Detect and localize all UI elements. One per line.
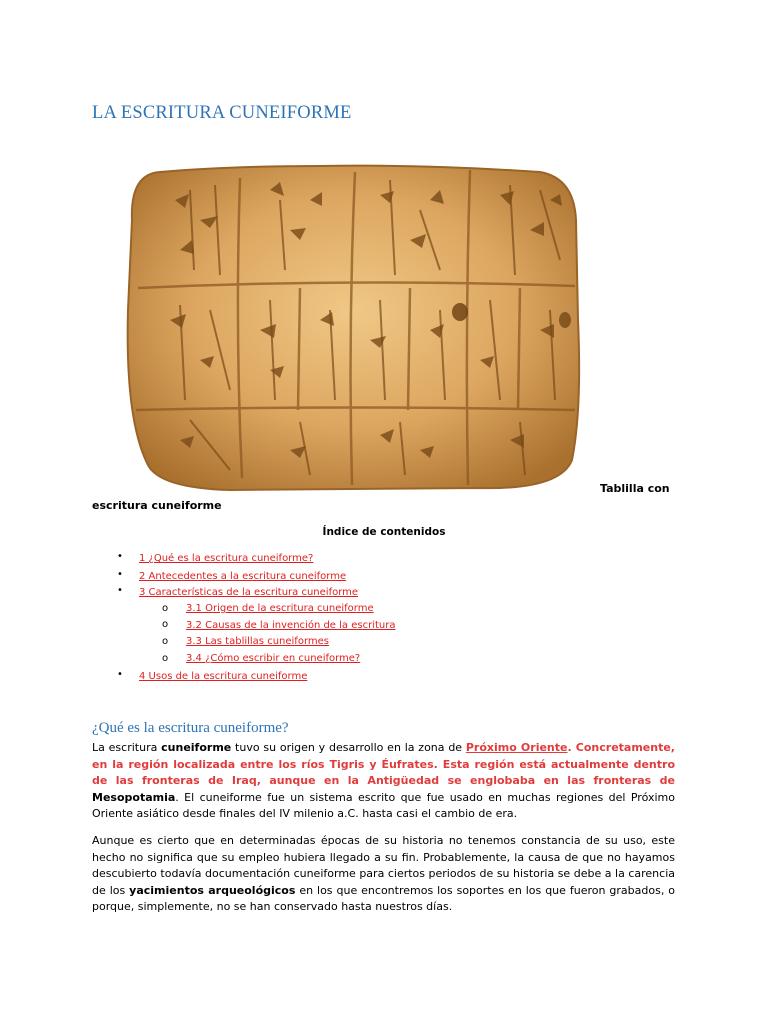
paragraph-1 <box>92 740 675 823</box>
bold-term: Mesopotamia <box>92 790 176 804</box>
sub-bullet-icon: o <box>162 619 169 630</box>
image-caption-part2: escritura cuneiforme <box>92 499 222 512</box>
page-title: LA ESCRITURA CUNEIFORME <box>92 103 352 123</box>
paragraph-2 <box>92 833 675 916</box>
toc-item-2[interactable]: 2 Antecedentes a la escritura cuneiforme <box>139 571 347 582</box>
sub-bullet-icon: o <box>162 653 169 664</box>
toc-item-3[interactable]: 3 Características de la escritura cuneiforme <box>139 587 359 598</box>
text: tuvo su origen y desarrollo en la zona de <box>231 741 466 754</box>
bold-term: yacimientos arqueológicos <box>129 883 296 897</box>
bullet-icon: • <box>117 551 123 562</box>
sub-bullet-icon: o <box>162 636 169 647</box>
toc-item-4[interactable]: 4 Usos de la escritura cuneiforme <box>139 671 308 682</box>
link-proximo-oriente[interactable]: Próximo Oriente <box>465 741 568 754</box>
text: en los que encontremos los soportes en los que fueron grabados, o porque, simplemente, no se han conservado hasta nuestros días. <box>92 883 675 913</box>
toc-item-3-1[interactable]: 3.1 Origen de la escritura cuneiforme <box>186 603 374 614</box>
cuneiform-tablet-image <box>120 160 585 493</box>
text: Aunque es cierto que en determinadas épocas de su historia no tenemos constancia de su uso, este hecho no significa que su empleo hubiera llegado a su fin. Probablemente, la causa de que no hayamos descubierto todavía documentación cuneiforme para ciertos periodos de su historia se debe a la carencia de los <box>92 834 675 897</box>
text: La escritura <box>92 741 162 754</box>
sub-bullet-icon: o <box>162 603 169 614</box>
highlighted-text: . Concretamente, en la región localizada entre los ríos Tigris y Éufrates. Esta región está actualmente dentro de las fronteras de Iraq, aunque en la Antigüedad se englobaba en las fronteras de <box>92 741 675 787</box>
section-heading: ¿Qué es la escritura cuneiforme? <box>92 720 289 736</box>
bullet-icon: • <box>117 669 123 680</box>
toc-item-3-3[interactable]: 3.3 Las tablillas cuneiformes <box>186 636 329 647</box>
bold-term: cuneiforme <box>161 741 232 754</box>
bullet-icon: • <box>117 585 123 596</box>
toc-title: Índice de contenidos <box>322 526 446 538</box>
bullet-icon: • <box>117 569 123 580</box>
toc-item-1[interactable]: 1 ¿Qué es la escritura cuneiforme? <box>139 553 314 564</box>
toc-item-3-2[interactable]: 3.2 Causas de la invención de la escritura <box>186 620 396 631</box>
image-caption-part1: Tablilla con <box>600 482 670 495</box>
toc-item-3-4[interactable]: 3.4 ¿Cómo escribir en cuneiforme? <box>186 653 361 664</box>
text: . El cuneiforme fue un sistema escrito que fue usado en muchas regiones del Próximo Oriente asiático desde finales del IV milenio a.C. hasta casi el cambio de era. <box>92 790 675 820</box>
